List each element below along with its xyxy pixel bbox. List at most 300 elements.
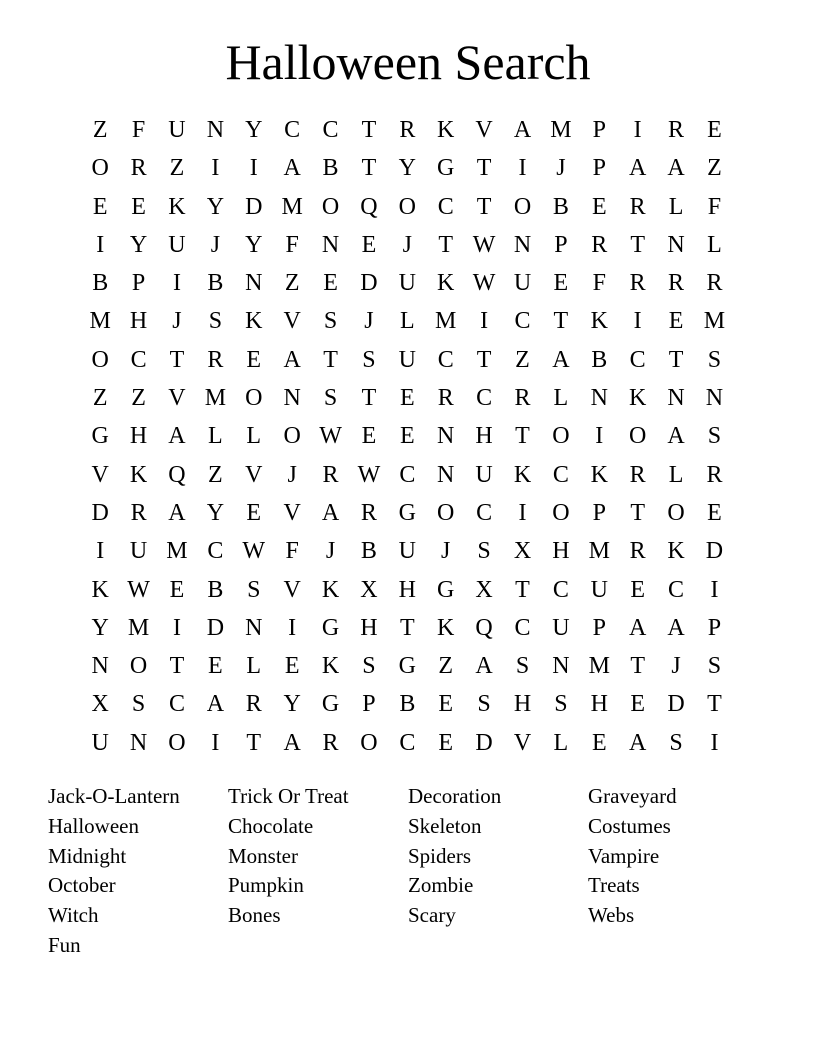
grid-letter: E <box>399 385 415 412</box>
grid-letter: R <box>207 346 224 373</box>
grid-letter: U <box>129 538 148 565</box>
grid-row <box>81 571 734 609</box>
grid-letter: N <box>321 231 340 258</box>
grid-letter: A <box>667 155 685 182</box>
grid-row <box>81 417 734 455</box>
word-list-item: Chocolate <box>228 813 314 838</box>
word-list-item: Scary <box>408 903 456 928</box>
grid-letter: R <box>399 117 416 143</box>
grid-letter: M <box>550 117 572 143</box>
grid-letter: K <box>437 270 455 297</box>
grid-letter: N <box>705 385 724 412</box>
grid-letter: O <box>129 653 148 680</box>
grid-letter: A <box>667 423 685 450</box>
grid-letter: Q <box>475 614 493 641</box>
grid-letter: E <box>707 117 722 143</box>
grid-letter: I <box>595 423 604 450</box>
grid-letter: O <box>168 729 186 756</box>
word-list-item: Fun <box>48 932 81 957</box>
grid-letter: E <box>246 346 262 373</box>
grid-letter: I <box>211 729 220 756</box>
word-list-item: Decoration <box>408 784 502 808</box>
grid-letter: F <box>707 193 722 220</box>
grid-letter: Q <box>360 193 378 220</box>
grid-row <box>81 532 734 570</box>
grid-letter: O <box>552 499 570 526</box>
word-list-item: Graveyard <box>588 784 677 808</box>
grid-row <box>81 724 734 762</box>
word-list-item: Treats <box>588 873 640 898</box>
grid-letter: N <box>283 385 301 412</box>
grid-letter: Y <box>129 231 148 258</box>
grid-letter: U <box>398 346 416 373</box>
grid-letter: J <box>441 538 451 565</box>
grid-letter: L <box>553 385 569 412</box>
grid-letter: Z <box>284 270 300 297</box>
grid-letter: Z <box>515 346 530 373</box>
grid-letter: O <box>398 193 416 220</box>
grid-letter: E <box>92 193 108 220</box>
grid-letter: E <box>668 308 684 335</box>
grid-letter: N <box>245 270 263 297</box>
grid-letter: C <box>514 614 531 641</box>
grid-letter: K <box>168 193 186 220</box>
grid-letter: T <box>668 346 684 373</box>
grid-row <box>81 494 734 532</box>
grid-letter: M <box>588 538 610 565</box>
grid-letter: T <box>246 729 262 756</box>
grid-row <box>81 264 734 302</box>
grid-letter: L <box>668 461 684 488</box>
grid-letter: R <box>629 270 646 297</box>
grid-letter: E <box>361 231 377 258</box>
grid-letter: A <box>206 691 225 718</box>
grid-letter: C <box>168 691 185 718</box>
grid-letter: L <box>246 653 262 680</box>
grid-letter: R <box>706 270 723 297</box>
letter-grid <box>81 111 734 762</box>
grid-letter: U <box>168 117 186 143</box>
grid-letter: D <box>667 691 685 718</box>
grid-letter: R <box>629 461 646 488</box>
grid-letter: T <box>630 231 645 258</box>
grid-letter: O <box>667 499 685 526</box>
grid-letter: N <box>437 423 455 450</box>
grid-letter: K <box>245 308 263 335</box>
grid-letter: C <box>552 576 569 603</box>
grid-letter: O <box>513 193 532 220</box>
grid-letter: P <box>362 691 376 718</box>
grid-letter: U <box>552 614 570 641</box>
grid-row <box>81 685 734 723</box>
grid-letter: L <box>399 308 415 335</box>
grid-letter: D <box>360 270 378 297</box>
grid-letter: K <box>590 461 608 488</box>
grid-letter: B <box>360 538 377 565</box>
grid-letter: X <box>513 538 532 565</box>
grid-letter: X <box>360 576 378 603</box>
grid-letter: W <box>357 461 381 488</box>
grid-letter: U <box>398 538 416 565</box>
grid-letter: R <box>437 385 454 412</box>
grid-letter: A <box>283 729 301 756</box>
grid-letter: P <box>707 614 722 641</box>
grid-letter: F <box>592 270 606 297</box>
grid-letter: T <box>476 155 492 182</box>
grid-letter: W <box>319 423 342 450</box>
grid-letter: C <box>514 308 531 335</box>
grid-letter: P <box>592 499 606 526</box>
grid-letter: N <box>245 614 263 641</box>
grid-letter: B <box>207 270 224 297</box>
word-list-item: Pumpkin <box>228 873 304 898</box>
word-list-item: October <box>48 873 116 898</box>
grid-letter: K <box>91 576 109 603</box>
grid-letter: C <box>476 499 493 526</box>
grid-letter: H <box>398 576 416 603</box>
grid-letter: S <box>323 385 338 412</box>
grid-letter: V <box>245 461 263 488</box>
grid-letter: G <box>398 499 416 526</box>
grid-letter: R <box>668 117 685 143</box>
grid-letter: R <box>322 729 339 756</box>
grid-letter: F <box>131 117 146 143</box>
grid-letter: D <box>245 193 263 220</box>
grid-letter: G <box>398 653 416 680</box>
grid-letter: Z <box>208 461 223 488</box>
grid-letter: C <box>207 538 224 565</box>
grid-letter: Z <box>707 155 722 182</box>
grid-letter: G <box>437 155 455 182</box>
grid-letter: R <box>245 691 262 718</box>
grid-letter: A <box>475 653 493 680</box>
grid-letter: G <box>91 423 109 450</box>
grid-letter: A <box>513 117 532 143</box>
grid-letter: N <box>437 461 455 488</box>
word-list-item: Monster <box>228 843 298 868</box>
grid-letter: D <box>705 538 724 565</box>
grid-letter: B <box>591 346 608 373</box>
word-list-item: Midnight <box>48 843 127 868</box>
grid-letter: O <box>91 346 109 373</box>
grid-letter: U <box>513 270 532 297</box>
grid-letter: G <box>321 691 340 718</box>
grid-letter: Y <box>245 231 263 258</box>
word-list-item: Halloween <box>48 813 139 838</box>
grid-letter: T <box>476 193 492 220</box>
grid-letter: I <box>518 499 527 526</box>
grid-letter: Z <box>131 385 146 412</box>
grid-letter: M <box>127 614 150 641</box>
word-list-item: Jack-O-Lantern <box>48 784 180 808</box>
grid-row <box>81 111 734 149</box>
grid-letter: I <box>633 308 642 335</box>
grid-letter: Y <box>398 155 416 182</box>
grid-letter: K <box>437 117 455 143</box>
grid-letter: C <box>130 346 147 373</box>
grid-letter: L <box>553 729 569 756</box>
grid-letter: A <box>283 155 301 182</box>
grid-row <box>81 341 734 379</box>
grid-letter: A <box>628 614 647 641</box>
grid-letter: V <box>91 461 109 488</box>
grid-letter: E <box>630 691 645 718</box>
grid-letter: M <box>703 308 726 335</box>
grid-letter: B <box>322 155 339 182</box>
grid-letter: K <box>628 385 647 412</box>
grid-letter: L <box>246 423 262 450</box>
grid-letter: J <box>172 308 182 335</box>
grid-letter: H <box>129 308 148 335</box>
word-list-item: Webs <box>588 903 635 928</box>
grid-letter: R <box>591 231 608 258</box>
grid-letter: J <box>325 538 336 565</box>
grid-letter: U <box>475 461 493 488</box>
grid-letter: E <box>246 499 262 526</box>
grid-letter: I <box>172 270 181 297</box>
grid-letter: T <box>515 576 530 603</box>
grid-letter: N <box>667 231 685 258</box>
grid-letter: F <box>285 231 299 258</box>
grid-letter: L <box>707 231 722 258</box>
grid-letter: S <box>362 653 376 680</box>
grid-letter: U <box>398 270 416 297</box>
grid-row <box>81 149 734 187</box>
grid-letter: S <box>323 308 338 335</box>
grid-letter: C <box>476 385 493 412</box>
grid-letter: S <box>554 691 568 718</box>
grid-letter: B <box>552 193 569 220</box>
grid-letter: U <box>91 729 109 756</box>
grid-letter: A <box>628 155 647 182</box>
grid-letter: B <box>92 270 109 297</box>
grid-letter: S <box>477 538 491 565</box>
grid-letter: G <box>321 614 340 641</box>
grid-letter: B <box>207 576 224 603</box>
grid-letter: C <box>399 729 416 756</box>
grid-letter: P <box>592 117 606 143</box>
word-list-item: Spiders <box>408 843 471 868</box>
grid-letter: P <box>592 155 606 182</box>
grid-letter: E <box>630 576 645 603</box>
grid-letter: R <box>130 155 147 182</box>
page-title: Halloween Search <box>225 34 591 90</box>
grid-letter: A <box>168 499 186 526</box>
word-list-item: Zombie <box>408 873 474 898</box>
grid-letter: T <box>630 499 645 526</box>
grid-letter: M <box>204 385 227 412</box>
grid-letter: V <box>283 308 301 335</box>
grid-letter: E <box>284 653 300 680</box>
grid-letter: J <box>556 155 566 182</box>
grid-letter: H <box>590 691 608 718</box>
grid-letter: T <box>323 346 338 373</box>
grid-letter: C <box>629 346 646 373</box>
grid-letter: K <box>321 653 340 680</box>
grid-letter: H <box>129 423 148 450</box>
grid-letter: I <box>633 117 642 143</box>
grid-letter: P <box>131 270 146 297</box>
grid-letter: G <box>437 576 455 603</box>
grid-letter: I <box>710 729 719 756</box>
grid-letter: M <box>166 538 188 565</box>
grid-letter: M <box>281 193 303 220</box>
grid-letter: E <box>591 729 607 756</box>
grid-letter: V <box>283 576 301 603</box>
grid-letter: Y <box>206 499 225 526</box>
grid-letter: C <box>668 576 685 603</box>
grid-letter: J <box>210 231 221 258</box>
grid-letter: S <box>247 576 261 603</box>
word-list-item: Bones <box>228 903 281 928</box>
grid-letter: Q <box>168 461 186 488</box>
grid-letter: S <box>669 729 683 756</box>
grid-letter: J <box>402 231 412 258</box>
grid-letter: O <box>628 423 647 450</box>
grid-letter: I <box>249 155 258 182</box>
grid-letter: V <box>513 729 532 756</box>
word-list-item: Witch <box>48 903 99 928</box>
grid-letter: W <box>127 576 150 603</box>
grid-letter: M <box>588 653 610 680</box>
grid-letter: H <box>513 691 532 718</box>
grid-letter: E <box>591 193 607 220</box>
grid-row <box>81 226 734 264</box>
grid-letter: J <box>287 461 297 488</box>
grid-letter: K <box>129 461 148 488</box>
grid-letter: T <box>169 653 185 680</box>
grid-letter: T <box>361 117 377 143</box>
grid-letter: E <box>553 270 569 297</box>
grid-letter: N <box>129 729 148 756</box>
grid-letter: T <box>630 653 645 680</box>
grid-letter: O <box>552 423 570 450</box>
grid-letter: E <box>438 729 454 756</box>
grid-row <box>81 647 734 685</box>
grid-letter: N <box>590 385 608 412</box>
grid-letter: J <box>364 308 374 335</box>
grid-letter: C <box>284 117 301 143</box>
grid-row <box>81 302 734 340</box>
grid-letter: Z <box>169 155 185 182</box>
grid-letter: N <box>206 117 225 143</box>
grid-letter: S <box>477 691 491 718</box>
grid-letter: R <box>629 538 646 565</box>
grid-row <box>81 609 734 647</box>
grid-letter: R <box>668 270 685 297</box>
grid-letter: R <box>360 499 377 526</box>
grid-letter: O <box>283 423 301 450</box>
grid-letter: D <box>206 614 225 641</box>
grid-letter: I <box>96 231 105 258</box>
grid-letter: E <box>361 423 377 450</box>
grid-letter: T <box>553 308 569 335</box>
grid-letter: T <box>515 423 530 450</box>
grid-letter: S <box>707 653 722 680</box>
grid-letter: A <box>321 499 340 526</box>
grid-letter: A <box>283 346 301 373</box>
grid-letter: C <box>399 461 416 488</box>
grid-letter: Z <box>92 385 108 412</box>
grid-letter: T <box>169 346 185 373</box>
grid-letter: U <box>168 231 186 258</box>
grid-letter: S <box>208 308 223 335</box>
grid-letter: J <box>671 653 681 680</box>
grid-row <box>81 188 734 226</box>
grid-letter: R <box>706 461 723 488</box>
grid-letter: Y <box>245 117 263 143</box>
grid-letter: V <box>475 117 493 143</box>
word-list-item: Vampire <box>588 843 660 868</box>
grid-letter: S <box>707 346 722 373</box>
grid-letter: W <box>472 270 496 297</box>
grid-letter: O <box>91 155 109 182</box>
grid-letter: K <box>667 538 685 565</box>
grid-letter: O <box>321 193 340 220</box>
grid-letter: V <box>168 385 186 412</box>
grid-letter: N <box>513 231 532 258</box>
grid-letter: T <box>399 614 415 641</box>
grid-row <box>81 379 734 417</box>
grid-letter: S <box>131 691 146 718</box>
grid-letter: P <box>592 614 606 641</box>
grid-letter: T <box>361 155 377 182</box>
grid-letter: X <box>475 576 493 603</box>
grid-letter: A <box>552 346 570 373</box>
grid-letter: D <box>475 729 493 756</box>
grid-letter: C <box>437 346 454 373</box>
word-list-item: Skeleton <box>408 813 482 838</box>
grid-letter: T <box>707 691 722 718</box>
grid-letter: H <box>552 538 570 565</box>
grid-letter: E <box>438 691 454 718</box>
grid-letter: R <box>130 499 147 526</box>
grid-letter: H <box>475 423 493 450</box>
grid-letter: S <box>362 346 376 373</box>
grid-letter: I <box>710 576 719 603</box>
word-list <box>48 782 768 961</box>
grid-letter: C <box>552 461 569 488</box>
word-list-item: Trick Or Treat <box>228 784 349 808</box>
grid-letter: W <box>242 538 266 565</box>
grid-letter: A <box>168 423 186 450</box>
grid-letter: S <box>707 423 722 450</box>
grid-letter: T <box>476 346 492 373</box>
grid-letter: I <box>172 614 181 641</box>
grid-letter: N <box>552 653 570 680</box>
grid-letter: I <box>518 155 527 182</box>
grid-row <box>81 456 734 494</box>
grid-letter: F <box>285 538 299 565</box>
grid-letter: M <box>435 308 457 335</box>
grid-letter: E <box>323 270 338 297</box>
grid-letter: K <box>321 576 340 603</box>
grid-letter: I <box>96 538 105 565</box>
grid-letter: O <box>245 385 263 412</box>
grid-letter: C <box>437 193 454 220</box>
grid-letter: R <box>514 385 531 412</box>
grid-letter: Z <box>92 117 108 143</box>
grid-letter: R <box>629 193 646 220</box>
grid-letter: A <box>628 729 647 756</box>
grid-letter: N <box>667 385 685 412</box>
grid-letter: R <box>322 461 339 488</box>
grid-letter: E <box>707 499 722 526</box>
grid-letter: C <box>322 117 339 143</box>
grid-letter: L <box>208 423 223 450</box>
grid-letter: H <box>360 614 378 641</box>
grid-letter: S <box>515 653 530 680</box>
